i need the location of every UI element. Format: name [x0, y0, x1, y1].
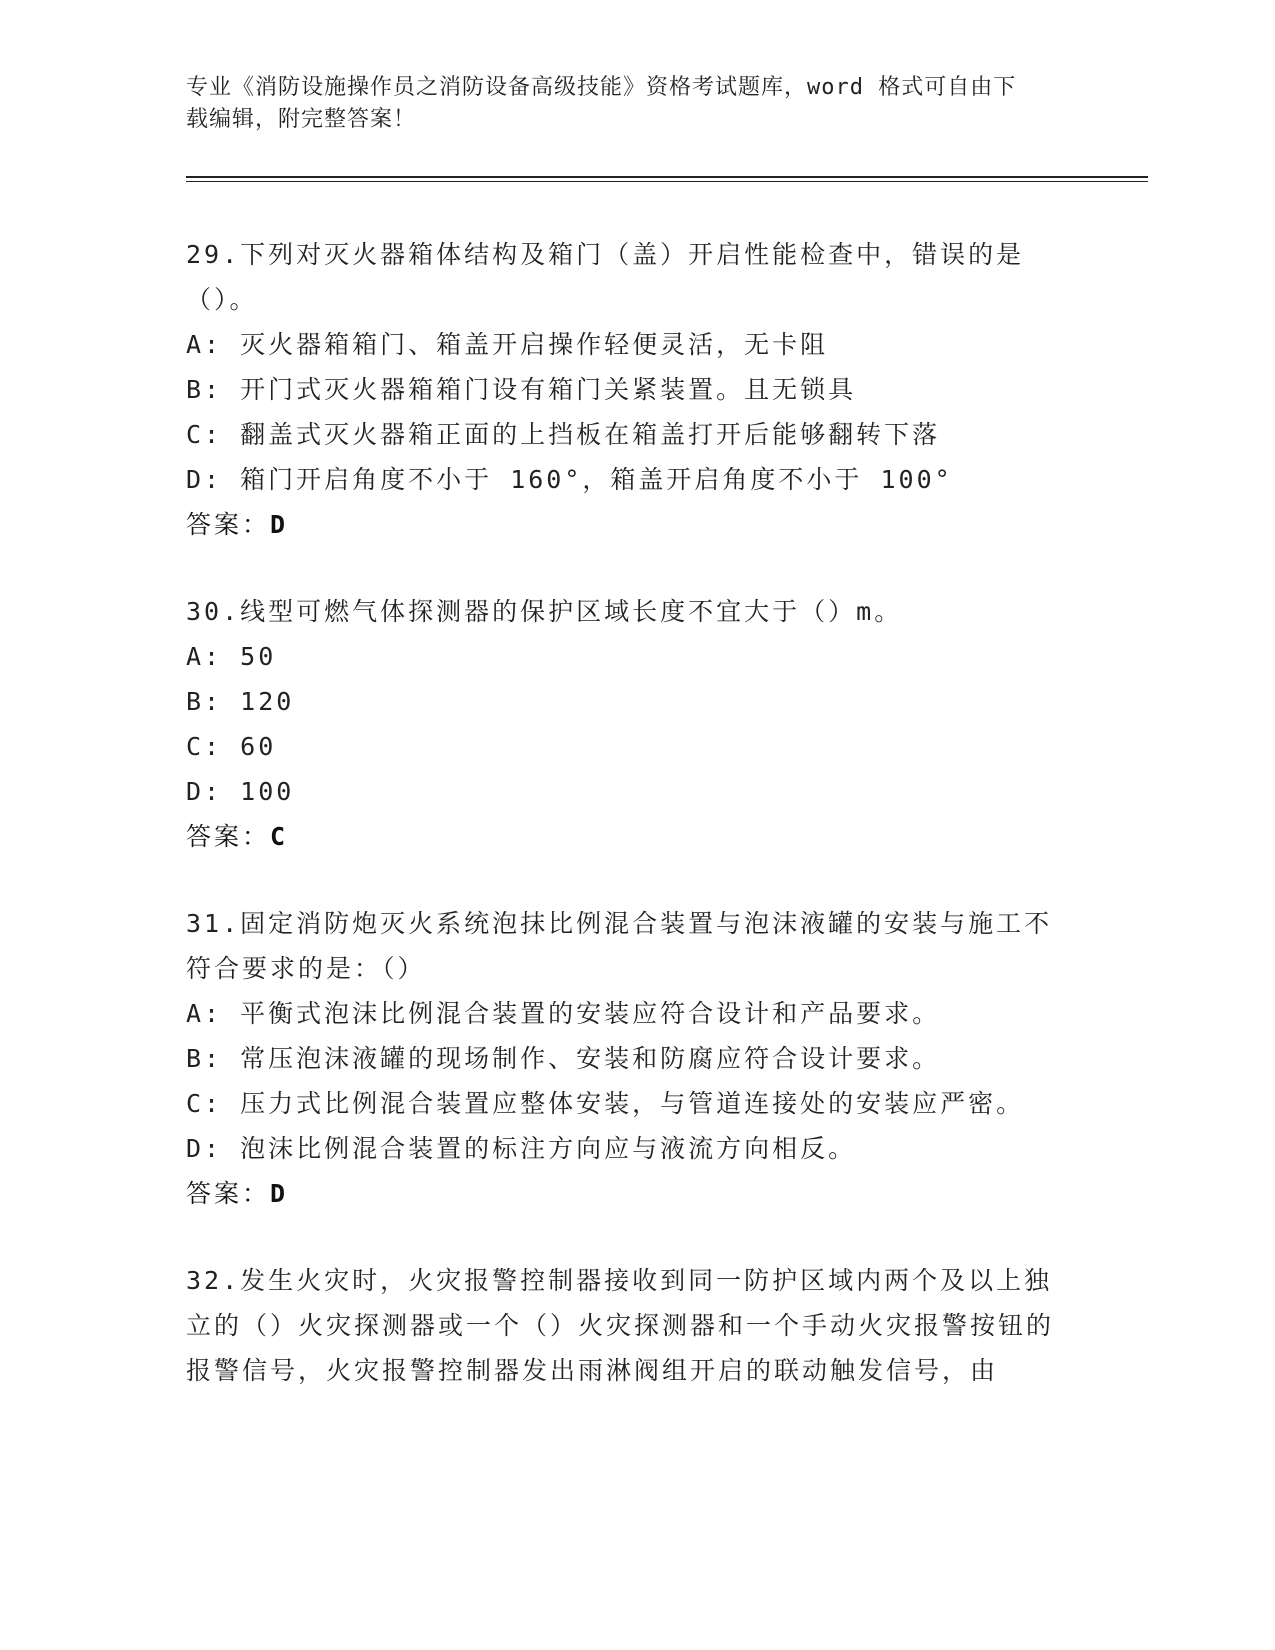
header-divider-thin: [186, 181, 1148, 182]
option-d: D: 箱门开启角度不小于 160°，箱盖开启角度不小于 100°: [186, 465, 953, 494]
option-c: C: 60: [186, 732, 277, 761]
answer-line: [186, 1171, 1066, 1216]
question-stem: 31.固定消防炮灭火系统泡抹比例混合装置与泡沫液罐的安装与施工不符合要求的是：（）: [186, 909, 1053, 983]
answer-line: [186, 502, 1066, 547]
question-32: [186, 1258, 1066, 1393]
question-31: [186, 901, 1066, 1216]
option-a: A: 灭火器箱箱门、箱盖开启操作轻便灵活，无卡阻: [186, 330, 829, 359]
answer-label: 答案：: [186, 1179, 271, 1208]
header-line-2: 载编辑，附完整答案！: [186, 107, 417, 132]
answer-value: D: [270, 510, 287, 539]
answer-value: D: [270, 1179, 287, 1208]
option-d: D: 泡沫比例混合装置的标注方向应与液流方向相反。: [186, 1134, 857, 1163]
option-c: C: 压力式比例混合装置应整体安装，与管道连接处的安装应严密。: [186, 1089, 1025, 1118]
document-header: [186, 72, 1066, 136]
option-c: C: 翻盖式灭火器箱正面的上挡板在箱盖打开后能够翻转下落: [186, 420, 941, 449]
question-stem: 29.下列对灭火器箱体结构及箱门（盖）开启性能检查中，错误的是（）。: [186, 240, 1025, 314]
option-b: B: 常压泡沫液罐的现场制作、安装和防腐应符合设计要求。: [186, 1044, 941, 1073]
option-a: A: 平衡式泡沫比例混合装置的安装应符合设计和产品要求。: [186, 999, 941, 1028]
option-a: A: 50: [186, 642, 277, 671]
question-stem: 32.发生火灾时，火灾报警控制器接收到同一防护区域内两个及以上独立的（）火灾探测器或一个（）火灾探测器和一个手动火灾报警按钮的报警信号，火灾报警控制器发出雨淋阀组开启的联动触发信号，由: [186, 1266, 1055, 1385]
question-29: [186, 232, 1066, 547]
answer-label: 答案：: [186, 510, 271, 539]
question-list: [186, 232, 1066, 1435]
answer-line: [186, 814, 1066, 859]
option-b: B: 120: [186, 687, 295, 716]
option-d: D: 100: [186, 777, 295, 806]
header-line-1: 专业《消防设施操作员之消防设备高级技能》资格考试题库，word 格式可自由下: [186, 75, 1017, 100]
question-stem: 30.线型可燃气体探测器的保护区域长度不宜大于（）m。: [186, 597, 903, 626]
answer-value: C: [270, 822, 287, 851]
header-divider-thick: [186, 176, 1148, 178]
answer-label: 答案：: [186, 822, 271, 851]
question-30: [186, 589, 1066, 859]
option-b: B: 开门式灭火器箱箱门设有箱门关紧装置。且无锁具: [186, 375, 857, 404]
